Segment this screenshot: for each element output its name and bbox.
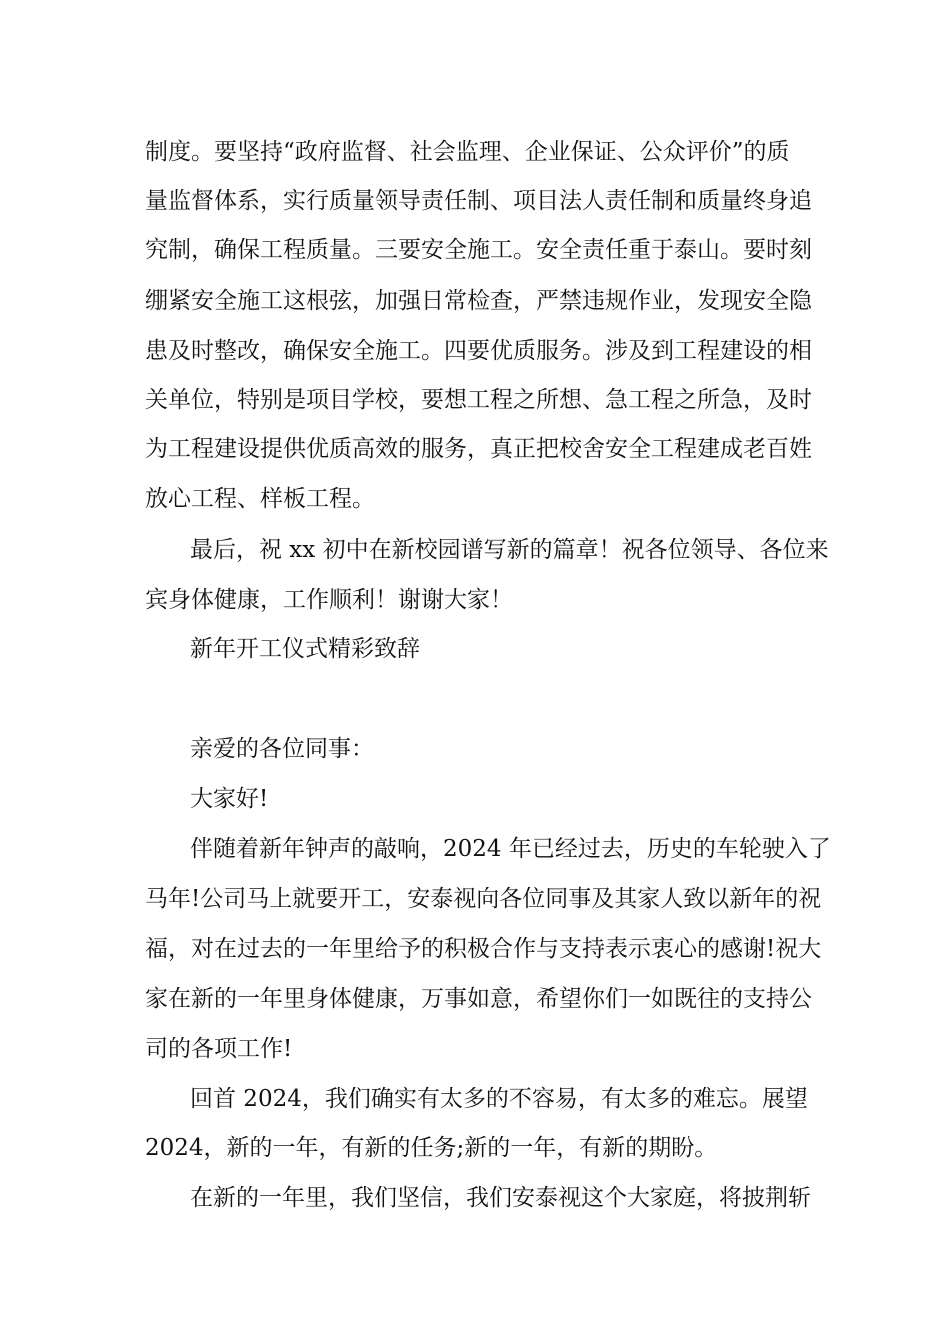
body-line: 回首 2024，我们确实有太多的不容易，有太多的难忘。展望 [190, 1086, 808, 1112]
body-line: 2024，新的一年，有新的任务;新的一年，有新的期盼。 [145, 1135, 718, 1161]
body-line: 关单位，特别是项目学校，要想工程之所想、急工程之所急，及时 [145, 387, 812, 413]
body-line: 在新的一年里，我们坚信，我们安泰视这个大家庭，将披荆斩 [190, 1185, 811, 1211]
body-line: 马年!公司马上就要开工，安泰视向各位同事及其家人致以新年的祝 [145, 886, 822, 912]
greeting: 大家好! [190, 786, 269, 812]
body-line: 伴随着新年钟声的敲响，2024 年已经过去，历史的车轮驶入了 [190, 836, 831, 862]
body-line: 福，对在过去的一年里给予的积极合作与支持表示衷心的感谢!祝大 [145, 936, 822, 962]
salutation: 亲爱的各位同事： [190, 736, 374, 762]
body-line: 家在新的一年里身体健康，万事如意，希望你们一如既往的支持公 [145, 986, 812, 1012]
closing-paragraph-line: 最后，祝 xx 初中在新校园谱写新的篇章！祝各位领导、各位来 [190, 537, 829, 563]
body-line: 为工程建设提供优质高效的服务，真正把校舍安全工程建成老百姓 [145, 436, 812, 462]
body-line: 究制，确保工程质量。三要安全施工。安全责任重于泰山。要时刻 [145, 237, 812, 263]
body-line: 绷紧安全施工这根弦，加强日常检查，严禁违规作业，发现安全隐 [145, 288, 812, 314]
body-line: 制度。要坚持“政府监督、社会监理、企业保证、公众评价”的质 [145, 139, 790, 165]
section-heading: 新年开工仪式精彩致辞 [190, 636, 420, 662]
body-line: 放心工程、样板工程。 [145, 486, 375, 512]
body-line: 患及时整改，确保安全施工。四要优质服务。涉及到工程建设的相 [145, 338, 812, 364]
body-line: 量监督体系，实行质量领导责任制、项目法人责任制和质量终身追 [145, 188, 812, 214]
closing-paragraph-line: 宾身体健康，工作顺利！谢谢大家！ [145, 587, 513, 613]
body-line: 司的各项工作! [145, 1036, 293, 1062]
